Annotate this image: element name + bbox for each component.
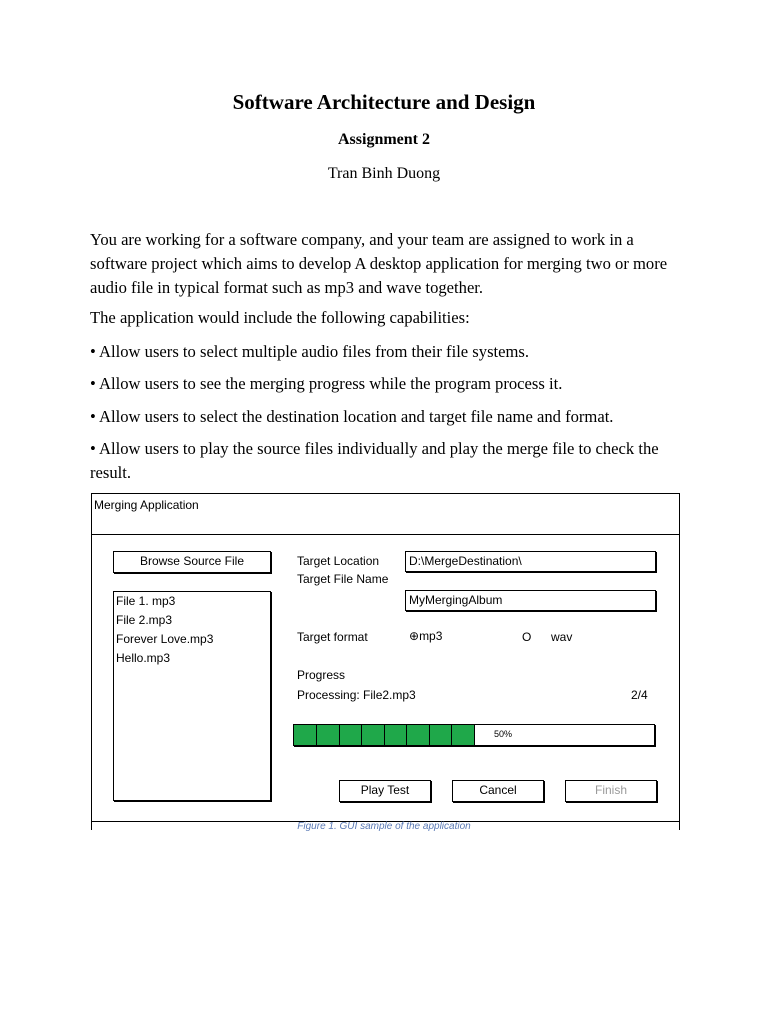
progress-segment [429, 725, 430, 745]
list-item[interactable]: Hello.mp3 [116, 651, 171, 665]
bullet-item: • Allow users to select the destination location and target file name and format. [90, 407, 614, 426]
target-location-field[interactable]: D:\MergeDestination\ [405, 551, 656, 572]
mockup-titlebar [92, 494, 679, 535]
progress-segment [384, 725, 385, 745]
target-location-label: Target Location [297, 554, 380, 568]
processing-count: 2/4 [631, 688, 648, 702]
intro-paragraph: You are working for a software company, and your team are assigned to work in a software project which aims to develop A desktop application for merging two or more audio file in typical format such as mp3 and wave together. [90, 230, 668, 297]
progress-percent: 50% [494, 729, 513, 739]
document-subtitle: Assignment 2 [337, 131, 430, 148]
document-author: Tran Binh Duong [327, 165, 441, 182]
radio-unselected-icon[interactable]: O [522, 630, 532, 644]
mockup-window-title: Merging Application [94, 498, 199, 512]
source-file-list[interactable] [113, 591, 271, 801]
progress-bar [293, 724, 655, 746]
browse-source-button[interactable]: Browse Source File [113, 551, 271, 573]
target-file-name-field[interactable]: MyMergingAlbum [405, 590, 656, 611]
progress-label: Progress [297, 668, 346, 682]
capabilities-intro: The application would include the following capabilities: [90, 308, 470, 327]
bullet-item: • Allow users to play the source files individually and play the merge file to check the result. [90, 439, 659, 482]
processing-status: Processing: File2.mp3 [297, 688, 416, 702]
progress-segment [316, 725, 317, 745]
figure-caption: Figure 1. GUI sample of the application [297, 821, 471, 832]
mockup-window [91, 493, 680, 822]
format-mp3-label: mp3 [419, 629, 443, 643]
finish-button[interactable]: Finish [565, 780, 657, 802]
progress-segment [361, 725, 362, 745]
radio-selected-icon[interactable]: ⊕ [409, 629, 420, 643]
progress-segment [451, 725, 452, 745]
list-item[interactable]: Forever Love.mp3 [116, 632, 214, 646]
progress-segment [406, 725, 407, 745]
progress-segment [474, 725, 475, 745]
progress-segment [339, 725, 340, 745]
format-wav-label: wav [551, 630, 573, 644]
list-item[interactable]: File 1. mp3 [116, 594, 176, 608]
bullet-item: • Allow users to select multiple audio files from their file systems. [90, 342, 530, 361]
play-test-button[interactable]: Play Test [339, 780, 431, 802]
target-file-name-label: Target File Name [297, 572, 389, 586]
target-format-label: Target format [297, 630, 368, 644]
list-item[interactable]: File 2.mp3 [116, 613, 173, 627]
bullet-item: • Allow users to see the merging progress while the program process it. [90, 374, 563, 393]
format-option-mp3[interactable] [409, 629, 442, 643]
cancel-button[interactable]: Cancel [452, 780, 544, 802]
document-title: Software Architecture and Design [232, 90, 536, 114]
